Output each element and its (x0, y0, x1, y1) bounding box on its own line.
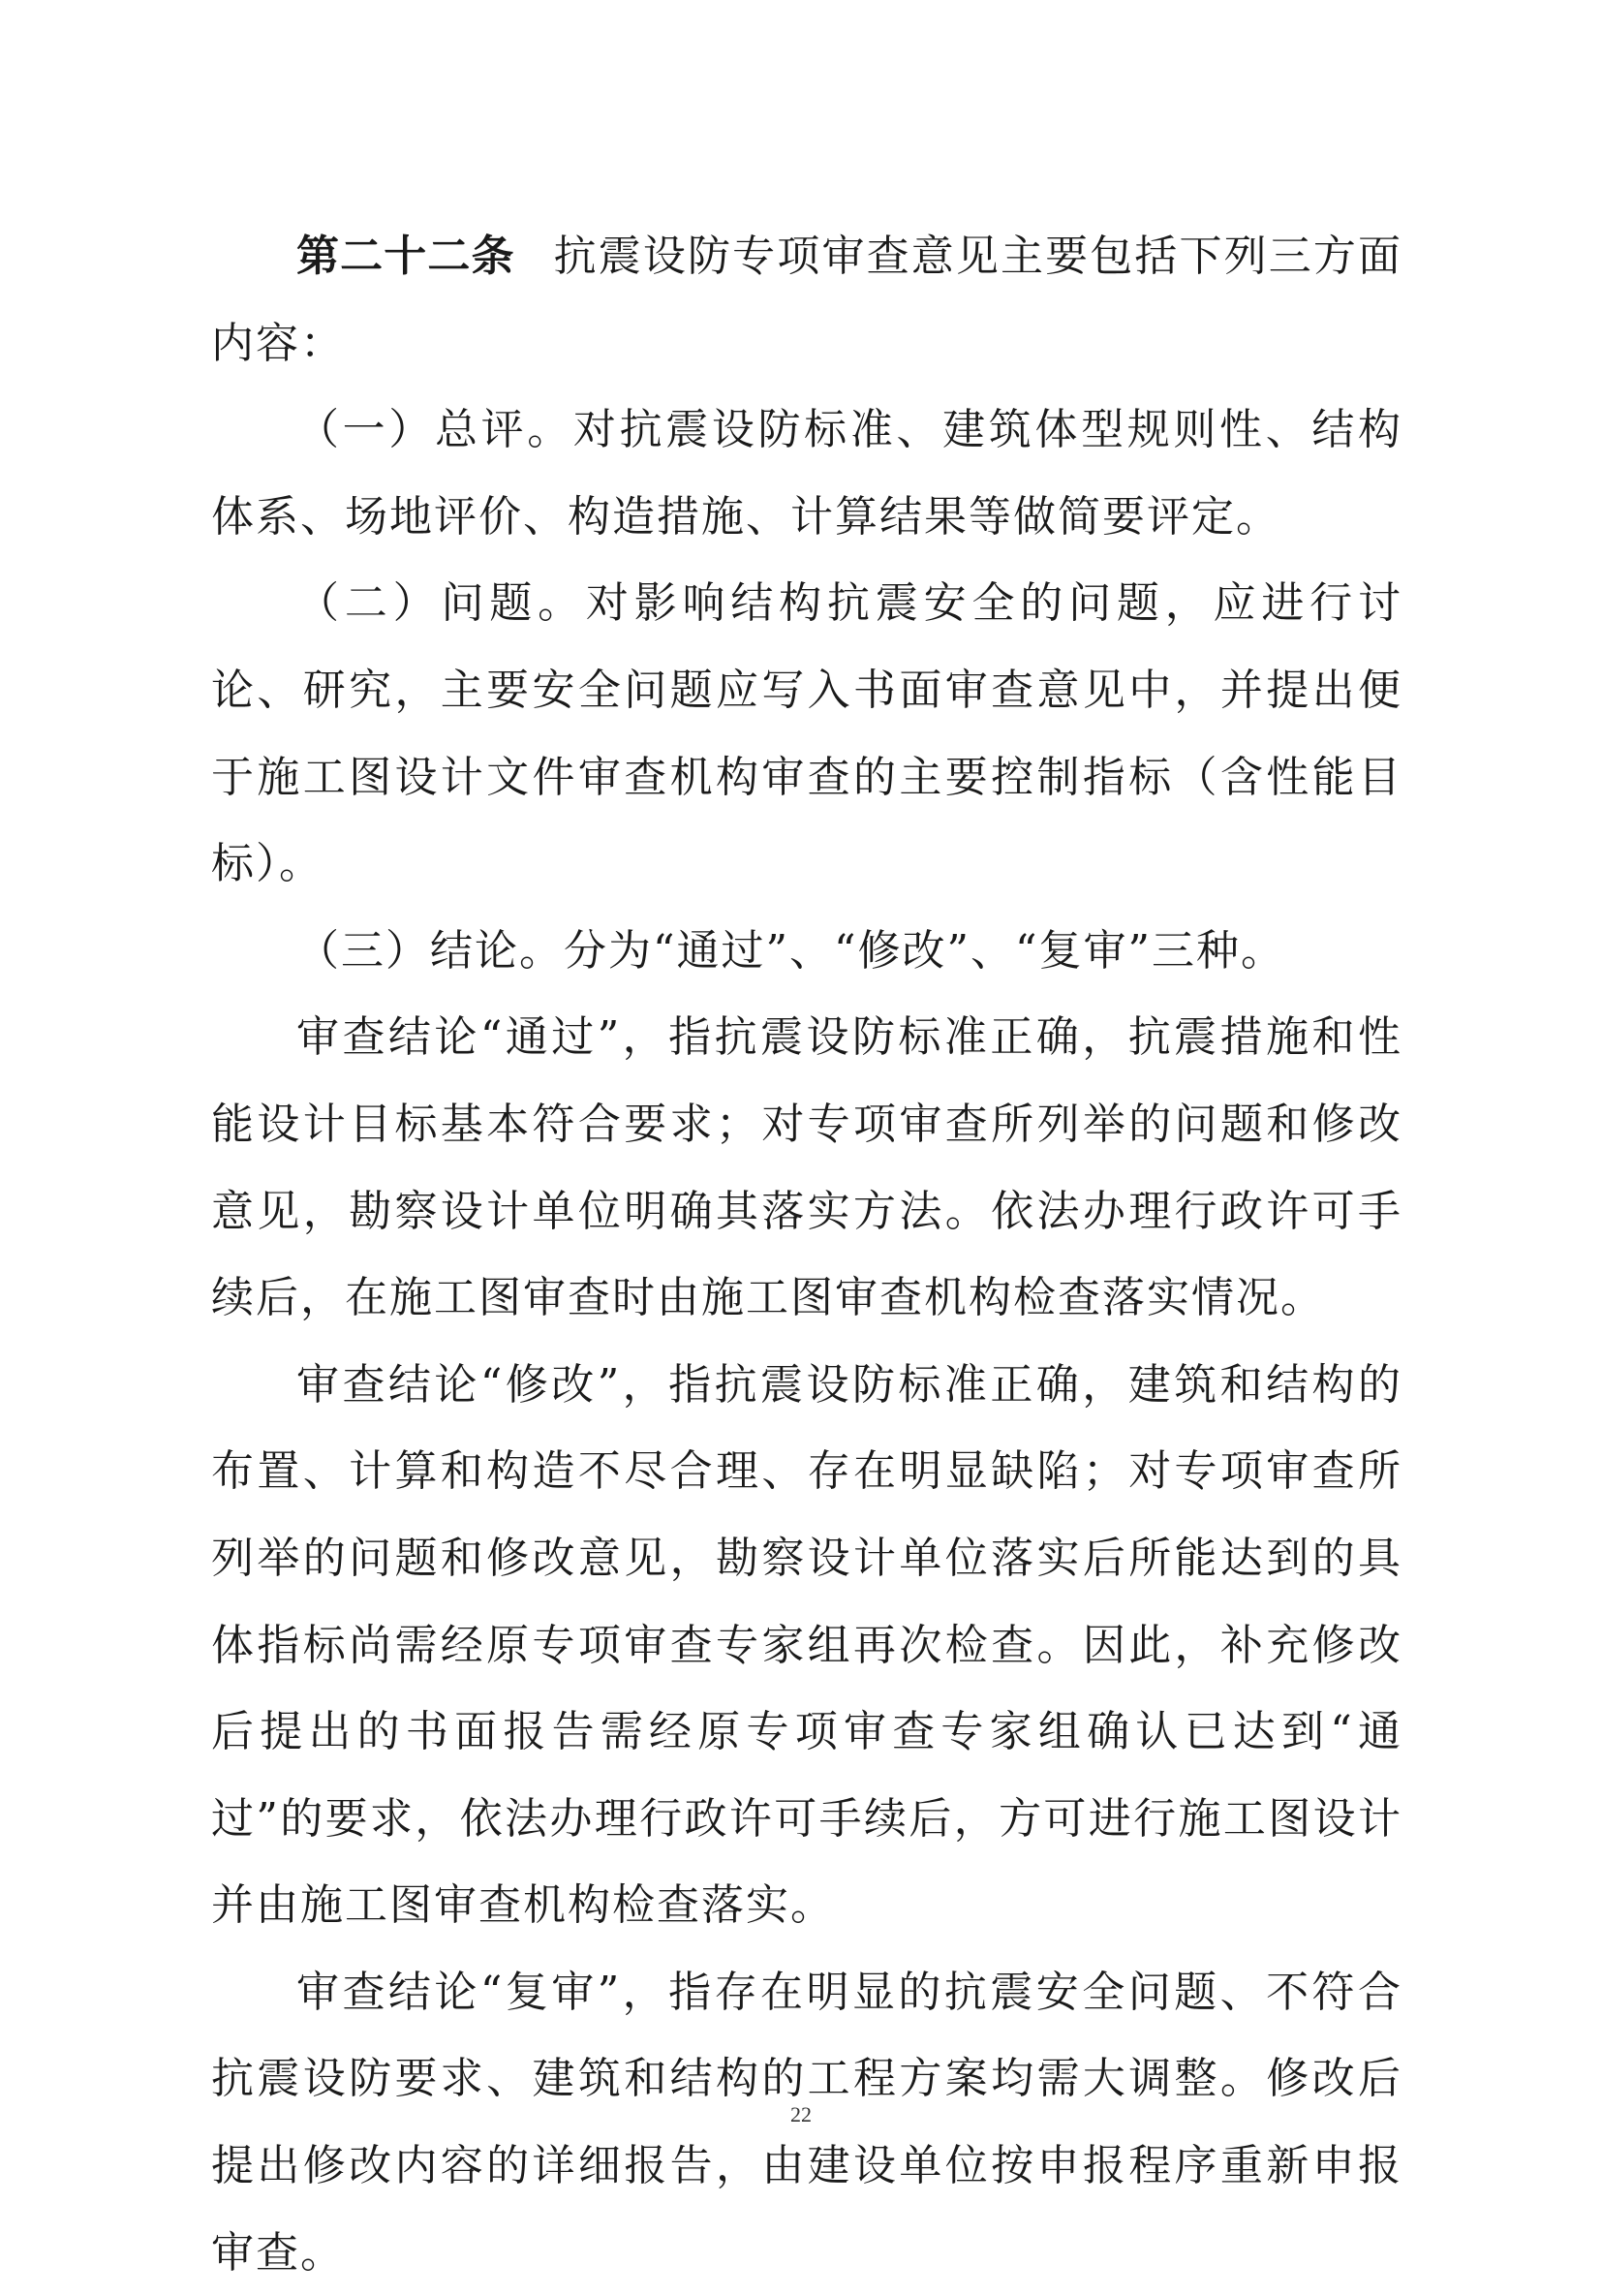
page-number: 22 (790, 2102, 812, 2126)
article-heading: 第二十二条 (296, 232, 515, 281)
paragraph-conclusion: （三）结论。分为“通过”、“修改”、“复审”三种。 (296, 925, 1285, 976)
paragraph-general-review: （一）总评。对抗震设防标准、建筑体型规则性、结构体系、场地评价、构造措施、计算结果等做简要评定。 (211, 405, 1402, 542)
paragraph-issues: （二）问题。对影响结构抗震安全的问题，应进行讨论、研究，主要安全问题应写入书面审查意见中，并提出便于施工图设计文件审查机构审查的主要控制指标（含性能目标）。 (211, 578, 1402, 889)
document-body (211, 213, 1402, 2296)
paragraph-conclusion-re-review: 审查结论“复审”，指存在明显的抗震安全问题、不符合抗震设防要求、建筑和结构的工程方案均需大调整。修改后提出修改内容的详细报告，由建设单位按申报程序重新申报审查。 (211, 1967, 1402, 2278)
paragraph-conclusion-revise: 审查结论“修改”，指抗震设防标准正确，建筑和结构的布置、计算和构造不尽合理、存在明显缺陷；对专项审查所列举的问题和修改意见，勘察设计单位落实后所能达到的具体指标尚需经原专项审查专家组再次检查。因此，补充修改后提出的书面报告需经原专项审查专家组确认已达到“通过”的要求，依法办理行政许可手续后，方可进行施工图设计并由施工图审查机构检查落实。 (211, 1359, 1402, 1931)
paragraph-conclusion-pass: 审查结论“通过”，指抗震设防标准正确，抗震措施和性能设计目标基本符合要求；对专项审查所列举的问题和修改意见，勘察设计单位明确其落实方法。依法办理行政许可手续后，在施工图审查时由施工图审查机构检查落实情况。 (211, 1012, 1402, 1323)
article-22-intro (211, 213, 1402, 387)
article-intro-text: 抗震设防专项审查意见主要包括下列三方面内容： (211, 232, 1403, 368)
